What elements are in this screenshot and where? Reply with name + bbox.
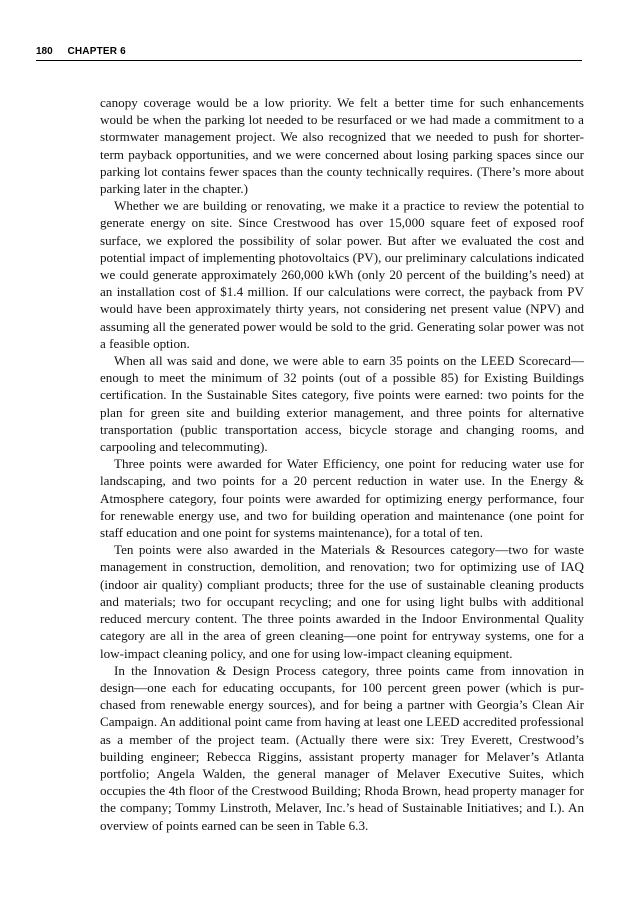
chapter-title: CHAPTER 6 <box>67 46 126 57</box>
paragraph-5: Ten points were also awarded in the Materials & Resources category—two for waste management in construction, demolition, and renovation; two for optimizing use of IAQ (indoor air quality) compliant products; three for the use of sustainable cleaning products and materials; two for occupant recycling; and one for using light bulbs with additional reduced mercury content. The three points awarded in the Indoor Environmental Quality category are all in the area of green cleaning—one point for entryway systems, one for a low-impact cleaning policy, and one for using low-impact cleaning equipment. <box>100 542 584 661</box>
body-text <box>100 94 584 834</box>
paragraph-4: Three points were awarded for Water Efficiency, one point for reducing water use for landscaping, and two points for a 20 percent reduction in water use. In the Energy & Atmosphere category, four points were awarded for optimizing energy performance, four for renewable energy use, and two for building operation and maintenance (one point for staff education and one point for systems maintenance), for a total of ten. <box>100 456 584 541</box>
running-header <box>36 46 582 61</box>
paragraph-3: When all was said and done, we were able to earn 35 points on the LEED Scorecard—enough to meet the minimum of 32 points (out of a possible 85) for Existing Buildings certification. In the Sustainable Sites category, five points were earned: two points for the plan for green site and building exterior management, and three points for alternative transportation (public transportation access, bicycle storage and changing rooms, and carpooling and telecommuting). <box>100 353 584 455</box>
paragraph-2: Whether we are building or renovating, we make it a practice to review the potential to generate energy on site. Since Crestwood has over 15,000 square feet of exposed roof surface, we explored the possibility of solar power. But after we evaluated the cost and potential impact of implementing photovoltaics (PV), our preliminary calculations indicated we could generate approximately 260,000 kWh (only 20 percent of the building’s need) at an installation cost of $1.4 million. If our calculations were correct, the payback from PV would have been approximately thirty years, not considering net present value (NPV) and assuming all the generated power would be sold to the grid. Generating solar power was not a feasible option. <box>100 198 584 351</box>
paragraph-1: canopy coverage would be a low priority. We felt a better time for such enhancements would be when the parking lot needed to be resurfaced or we had made a commitment to a stormwater management project. We also recognized that we needed to push for shorter-term payback opportunities, and we were concerned about losing parking spaces since our parking lot contains fewer spaces than the county technically requires. (There’s more about parking later in the chapter.) <box>100 95 584 197</box>
page-number: 180 <box>36 46 53 57</box>
paragraph-6: In the Innovation & Design Process category, three points came from innovation in design—one each for educating occupants, for 100 percent green power (which is purchased from renewable energy sources), and for being a partner with Georgia’s Clean Air Campaign. An additional point came from having at least one LEED accredited professional as a member of the project team. (Actually there were six: Trey Everett, Crestwood’s building engineer; Rebecca Riggins, assistant property manager for Melaver’s Atlanta portfolio; Angela Walden, the general manager of Melaver Executive Suites, which occupies the 4th floor of the Crestwood Building; Rhoda Brown, head property manager for the company; Tommy Linstroth, Melaver, Inc.’s head of Sustainable Initiatives; and I.). An overview of points earned can be seen in Table 6.3. <box>100 662 584 833</box>
